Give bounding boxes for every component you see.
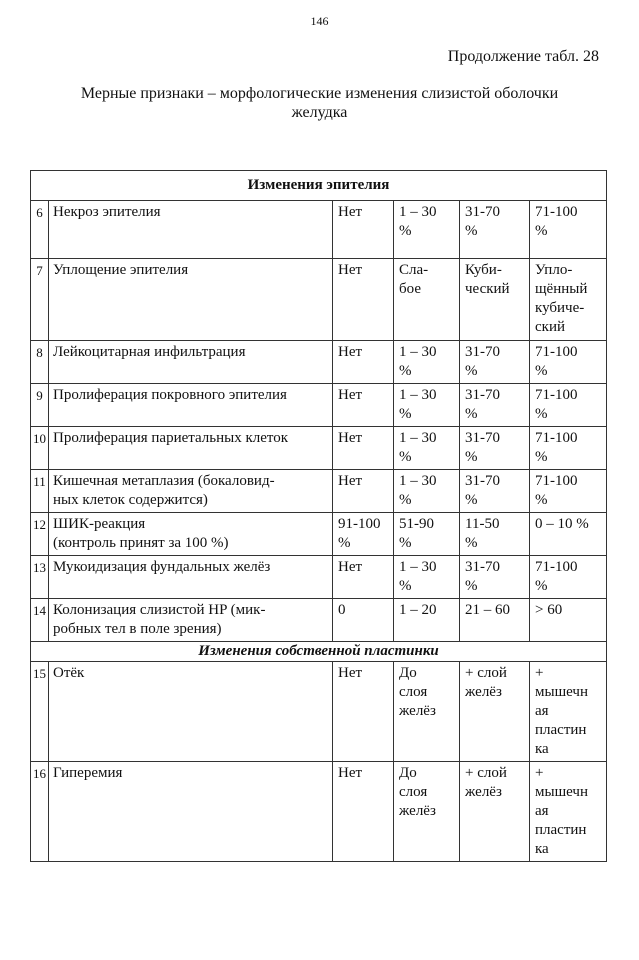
cell-name (49, 513, 333, 556)
cell-line: Пролиферация покровного эпителия (53, 387, 287, 403)
cell-line: 51-90 (399, 516, 434, 532)
cell-line: % (399, 492, 412, 508)
cell-line: % (465, 492, 478, 508)
cell-line: ных клеток содержится) (53, 492, 208, 508)
cell-name (49, 427, 333, 470)
row-number: 10 (31, 427, 49, 470)
cell-line: Нет (338, 665, 363, 681)
cell-line: % (399, 578, 412, 594)
cell-line: слоя (399, 784, 428, 800)
cell-c2 (394, 201, 460, 259)
cell-line: слоя (399, 684, 428, 700)
row-number: 6 (31, 201, 49, 259)
cell-c2 (394, 762, 460, 862)
cell-line: 11-50 (465, 516, 500, 532)
cell-line: робных тел в поле зрения) (53, 621, 222, 637)
cell-c4 (530, 384, 607, 427)
cell-c3 (460, 513, 530, 556)
cell-line: желёз (465, 684, 502, 700)
table-row (31, 384, 607, 427)
cell-c1 (333, 513, 394, 556)
cell-c2 (394, 427, 460, 470)
cell-line: 1 – 30 (399, 559, 437, 575)
cell-line: ский (535, 319, 565, 335)
morphology-table (30, 170, 607, 862)
table-continuation-label: Продолжение табл. 28 (447, 48, 599, 65)
cell-c1 (333, 201, 394, 259)
cell-c3 (460, 384, 530, 427)
cell-line: Нет (338, 204, 363, 220)
cell-line: 71-100 (535, 204, 578, 220)
cell-line: Гиперемия (53, 765, 123, 781)
cell-line: желёз (399, 803, 436, 819)
table-row (31, 341, 607, 384)
cell-line: До (399, 665, 417, 681)
cell-c2 (394, 470, 460, 513)
cell-c3 (460, 341, 530, 384)
table-row (31, 556, 607, 599)
cell-c1 (333, 556, 394, 599)
cell-line: ШИК-реакция (53, 516, 146, 532)
cell-c3 (460, 599, 530, 642)
row-number: 8 (31, 341, 49, 384)
cell-line: 31-70 (465, 204, 500, 220)
cell-line: (контроль принят за 100 %) (53, 535, 229, 551)
cell-name (49, 259, 333, 341)
cell-line: 31-70 (465, 559, 500, 575)
cell-name (49, 201, 333, 259)
cell-line: % (399, 449, 412, 465)
cell-line: ая (535, 803, 549, 819)
cell-line: Пролиферация париетальных клеток (53, 430, 289, 446)
cell-c4 (530, 201, 607, 259)
title-line-2: желудка (291, 104, 348, 121)
cell-c3 (460, 762, 530, 862)
cell-line: 71-100 (535, 344, 578, 360)
cell-line: % (465, 449, 478, 465)
cell-line: % (535, 363, 548, 379)
cell-c2 (394, 662, 460, 762)
table-row (31, 259, 607, 341)
row-number: 12 (31, 513, 49, 556)
table-row (31, 201, 607, 259)
table-title (30, 84, 609, 122)
cell-line: щённый (535, 281, 588, 297)
cell-line: Некроз эпителия (53, 204, 161, 220)
cell-line: Нет (338, 344, 363, 360)
cell-line: 21 – 60 (465, 602, 510, 618)
row-number: 14 (31, 599, 49, 642)
cell-line: % (535, 406, 548, 422)
cell-line: % (399, 535, 412, 551)
cell-line: % (535, 492, 548, 508)
cell-line: Нет (338, 262, 363, 278)
cell-c1 (333, 470, 394, 513)
cell-line: Нет (338, 559, 363, 575)
cell-line: 31-70 (465, 430, 500, 446)
row-number: 7 (31, 259, 49, 341)
cell-c4 (530, 259, 607, 341)
cell-line: бое (399, 281, 421, 297)
cell-c4 (530, 513, 607, 556)
table-row (31, 513, 607, 556)
cell-c4 (530, 556, 607, 599)
table-row (31, 662, 607, 762)
cell-line: Сла- (399, 262, 429, 278)
cell-c3 (460, 662, 530, 762)
cell-name (49, 341, 333, 384)
cell-c3 (460, 259, 530, 341)
cell-c4 (530, 470, 607, 513)
cell-c4 (530, 762, 607, 862)
cell-line: ка (535, 841, 549, 857)
cell-line: 0 (338, 602, 346, 618)
cell-line: 1 – 30 (399, 473, 437, 489)
table-row (31, 470, 607, 513)
cell-line: ка (535, 741, 549, 757)
cell-line: 1 – 20 (399, 602, 437, 618)
cell-name (49, 662, 333, 762)
cell-c1 (333, 341, 394, 384)
cell-c2 (394, 259, 460, 341)
cell-line: % (465, 406, 478, 422)
section-header-row (31, 171, 607, 201)
cell-c3 (460, 470, 530, 513)
page-number: 146 (310, 14, 329, 28)
cell-name (49, 762, 333, 862)
cell-name (49, 599, 333, 642)
cell-line: + (535, 765, 544, 781)
cell-c4 (530, 662, 607, 762)
cell-line: % (535, 223, 548, 239)
cell-line: Нет (338, 473, 363, 489)
cell-line: Отёк (53, 665, 85, 681)
cell-line: пластин (535, 722, 587, 738)
cell-line: + (535, 665, 544, 681)
cell-c3 (460, 556, 530, 599)
cell-line: % (399, 363, 412, 379)
cell-line: % (535, 449, 548, 465)
cell-line: До (399, 765, 417, 781)
cell-line: 31-70 (465, 387, 500, 403)
cell-c1 (333, 384, 394, 427)
table-row (31, 427, 607, 470)
cell-line: 71-100 (535, 559, 578, 575)
cell-line: Уплощение эпителия (53, 262, 189, 278)
cell-line: Лейкоцитарная инфильтрация (53, 344, 246, 360)
cell-c4 (530, 427, 607, 470)
cell-line: 1 – 30 (399, 204, 437, 220)
cell-line: Нет (338, 430, 363, 446)
cell-line: Колонизация слизистой HP (мик- (53, 602, 266, 618)
cell-line: 31-70 (465, 344, 500, 360)
cell-line: % (399, 406, 412, 422)
cell-c4 (530, 599, 607, 642)
cell-line: Мукоидизация фундальных желёз (53, 559, 271, 575)
cell-c1 (333, 662, 394, 762)
cell-line: Нет (338, 765, 363, 781)
section-header-row (31, 642, 607, 662)
cell-line: 1 – 30 (399, 387, 437, 403)
cell-line: 0 – 10 % (535, 516, 589, 532)
cell-c2 (394, 341, 460, 384)
section-header: Изменения собственной пластинки (31, 642, 607, 662)
cell-line: + слой (465, 665, 507, 681)
row-number: 11 (31, 470, 49, 513)
cell-line: % (465, 363, 478, 379)
cell-line: Упло- (535, 262, 573, 278)
cell-line: 71-100 (535, 387, 578, 403)
cell-line: > 60 (535, 602, 563, 618)
cell-c1 (333, 599, 394, 642)
row-number: 9 (31, 384, 49, 427)
cell-line: пластин (535, 822, 587, 838)
row-number: 16 (31, 762, 49, 862)
cell-name (49, 470, 333, 513)
cell-c2 (394, 513, 460, 556)
cell-c1 (333, 427, 394, 470)
cell-line: % (465, 223, 478, 239)
cell-c3 (460, 427, 530, 470)
cell-line: Кишечная метаплазия (бокаловид- (53, 473, 275, 489)
cell-c4 (530, 341, 607, 384)
cell-line: % (338, 535, 351, 551)
cell-c1 (333, 762, 394, 862)
cell-line: мышечн (535, 684, 588, 700)
row-number: 13 (31, 556, 49, 599)
cell-line: желёз (465, 784, 502, 800)
cell-name (49, 384, 333, 427)
cell-line: Нет (338, 387, 363, 403)
cell-line: мышечн (535, 784, 588, 800)
cell-line: 91-100 (338, 516, 381, 532)
cell-line: % (465, 535, 478, 551)
cell-line: 71-100 (535, 430, 578, 446)
row-number: 15 (31, 662, 49, 762)
cell-line: 31-70 (465, 473, 500, 489)
cell-line: ческий (465, 281, 510, 297)
cell-line: 71-100 (535, 473, 578, 489)
cell-line: 1 – 30 (399, 344, 437, 360)
cell-line: кубиче- (535, 300, 585, 316)
cell-c3 (460, 201, 530, 259)
cell-c1 (333, 259, 394, 341)
cell-line: % (399, 223, 412, 239)
table-row (31, 762, 607, 862)
cell-name (49, 556, 333, 599)
cell-c2 (394, 384, 460, 427)
cell-line: 1 – 30 (399, 430, 437, 446)
cell-line: % (465, 578, 478, 594)
cell-line: Куби- (465, 262, 502, 278)
cell-line: % (535, 578, 548, 594)
cell-line: + слой (465, 765, 507, 781)
table-row (31, 599, 607, 642)
section-header: Изменения эпителия (31, 171, 607, 201)
cell-line: желёз (399, 703, 436, 719)
cell-line: ая (535, 703, 549, 719)
title-line-1: Мерные признаки – морфологические изменения слизистой оболочки (80, 85, 559, 102)
cell-c2 (394, 556, 460, 599)
cell-c2 (394, 599, 460, 642)
